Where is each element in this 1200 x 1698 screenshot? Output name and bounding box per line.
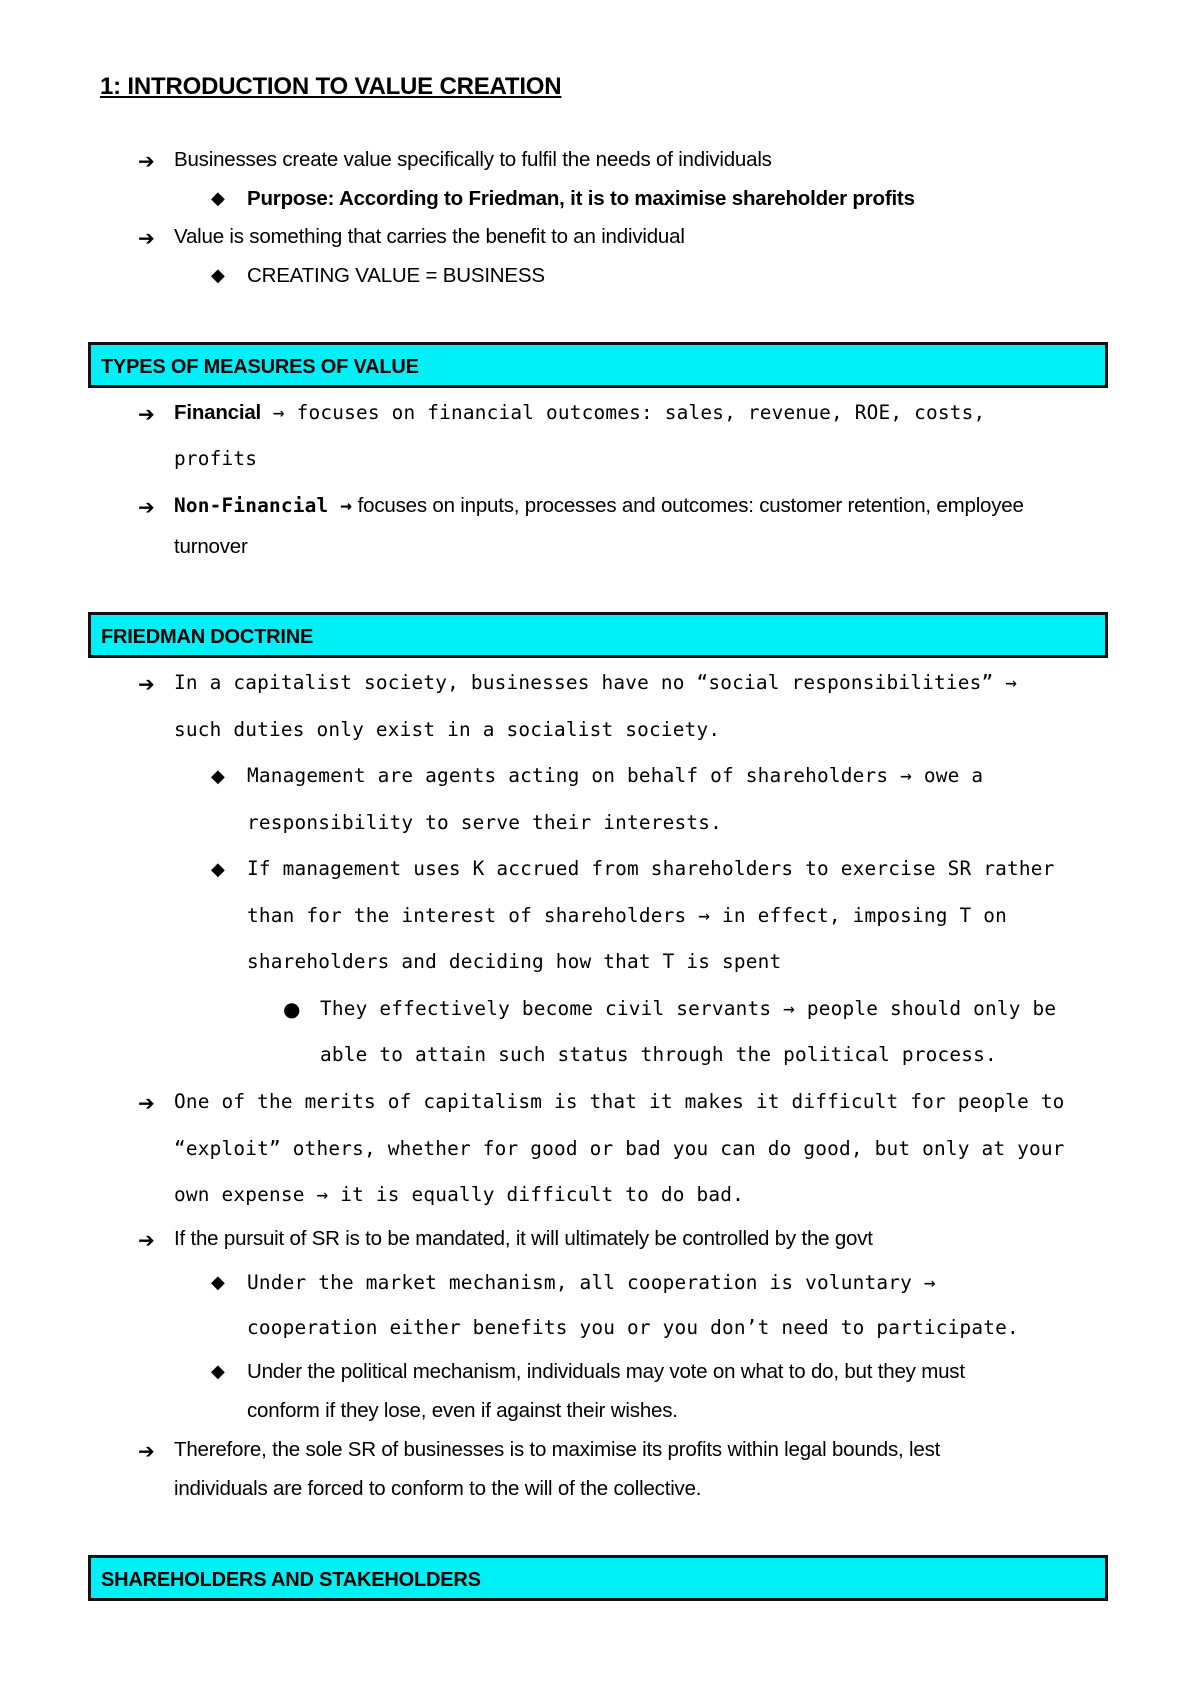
section-header-shareholders-stakeholders [88,1555,1108,1601]
section-heading: TYPES OF MEASURES OF VALUE [101,356,419,378]
diamond-bullet-icon: ◆ [211,1272,225,1293]
friedman-point-1b-i: They effectively become civil servants → people should only be [320,997,1057,1020]
friedman-point-1b-i-cont: able to attain such status through the political process. [320,1043,997,1066]
friedman-point-2-cont: “exploit” others, whether for good or bad you can do good, but only at your [174,1137,1065,1160]
friedman-point-1a-cont: responsibility to serve their interests. [247,811,722,834]
arrow-bullet-icon: ➔ [138,149,155,173]
financial-label: Financial [174,401,262,424]
arrow-bullet-icon: ➔ [138,1439,155,1463]
arrow-bullet-icon: ➔ [138,672,155,696]
diamond-bullet-icon: ◆ [211,859,225,880]
diamond-bullet-icon: ◆ [211,265,225,286]
friedman-point-1: In a capitalist society, businesses have no “social responsibilities” → [174,671,1018,694]
friedman-point-3a: Under the market mechanism, all cooperation is voluntary → [247,1271,936,1294]
financial-measure [174,401,985,425]
financial-description: → focuses on financial outcomes: sales, revenue, ROE, costs, [261,401,986,424]
section-heading: SHAREHOLDERS AND STAKEHOLDERS [101,1569,481,1591]
arrow-bullet-icon: ➔ [138,226,155,250]
page-title: 1: INTRODUCTION TO VALUE CREATION [100,73,562,100]
intro-creating-value: CREATING VALUE = BUSINESS [247,264,545,287]
arrow-bullet-icon: ➔ [138,1091,155,1115]
friedman-point-3a-cont: cooperation either benefits you or you don’t need to participate. [247,1316,1019,1339]
friedman-point-1a: Management are agents acting on behalf of shareholders → owe a [247,764,984,787]
financial-description-cont: profits [174,447,258,470]
non-financial-measure [174,494,1024,518]
section-heading: FRIEDMAN DOCTRINE [101,626,314,648]
friedman-point-2: One of the merits of capitalism is that it makes it difficult for people to [174,1090,1065,1113]
friedman-point-3: If the pursuit of SR is to be mandated, it will ultimately be controlled by the govt [174,1227,873,1250]
section-header-friedman-doctrine [88,612,1108,658]
friedman-point-1-cont: such duties only exist in a socialist society. [174,718,721,741]
friedman-point-2-cont: own expense → it is equally difficult to do bad. [174,1183,744,1206]
friedman-point-1b: If management uses K accrued from shareholders to exercise SR rather [247,857,1055,880]
friedman-point-1b-cont: than for the interest of shareholders → in effect, imposing T on [247,904,1007,927]
section-header-types-of-measures [88,342,1108,388]
arrow-bullet-icon: ➔ [138,495,155,519]
friedman-point-3b-cont: conform if they lose, even if against their wishes. [247,1399,678,1422]
friedman-point-3b: Under the political mechanism, individuals may vote on what to do, but they must [247,1360,965,1383]
non-financial-description-cont: turnover [174,535,248,558]
diamond-bullet-icon: ◆ [211,1361,225,1382]
intro-purpose: Purpose: According to Friedman, it is to maximise shareholder profits [247,187,915,210]
dot-bullet-icon: ● [283,997,301,1021]
arrow-bullet-icon: ➔ [138,402,155,426]
arrow-bullet-icon: ➔ [138,1228,155,1252]
friedman-conclusion-cont: individuals are forced to conform to the will of the collective. [174,1477,702,1500]
diamond-bullet-icon: ◆ [211,188,225,209]
non-financial-description: focuses on inputs, processes and outcomes: customer retention, employee [352,494,1024,517]
non-financial-label: Non-Financial → [174,494,353,517]
intro-line-1: Businesses create value specifically to fulfil the needs of individuals [174,148,772,171]
diamond-bullet-icon: ◆ [211,766,225,787]
friedman-point-1b-cont: shareholders and deciding how that T is spent [247,950,782,973]
friedman-conclusion: Therefore, the sole SR of businesses is to maximise its profits within legal bounds, lest [174,1438,941,1461]
intro-line-2: Value is something that carries the benefit to an individual [174,225,685,248]
